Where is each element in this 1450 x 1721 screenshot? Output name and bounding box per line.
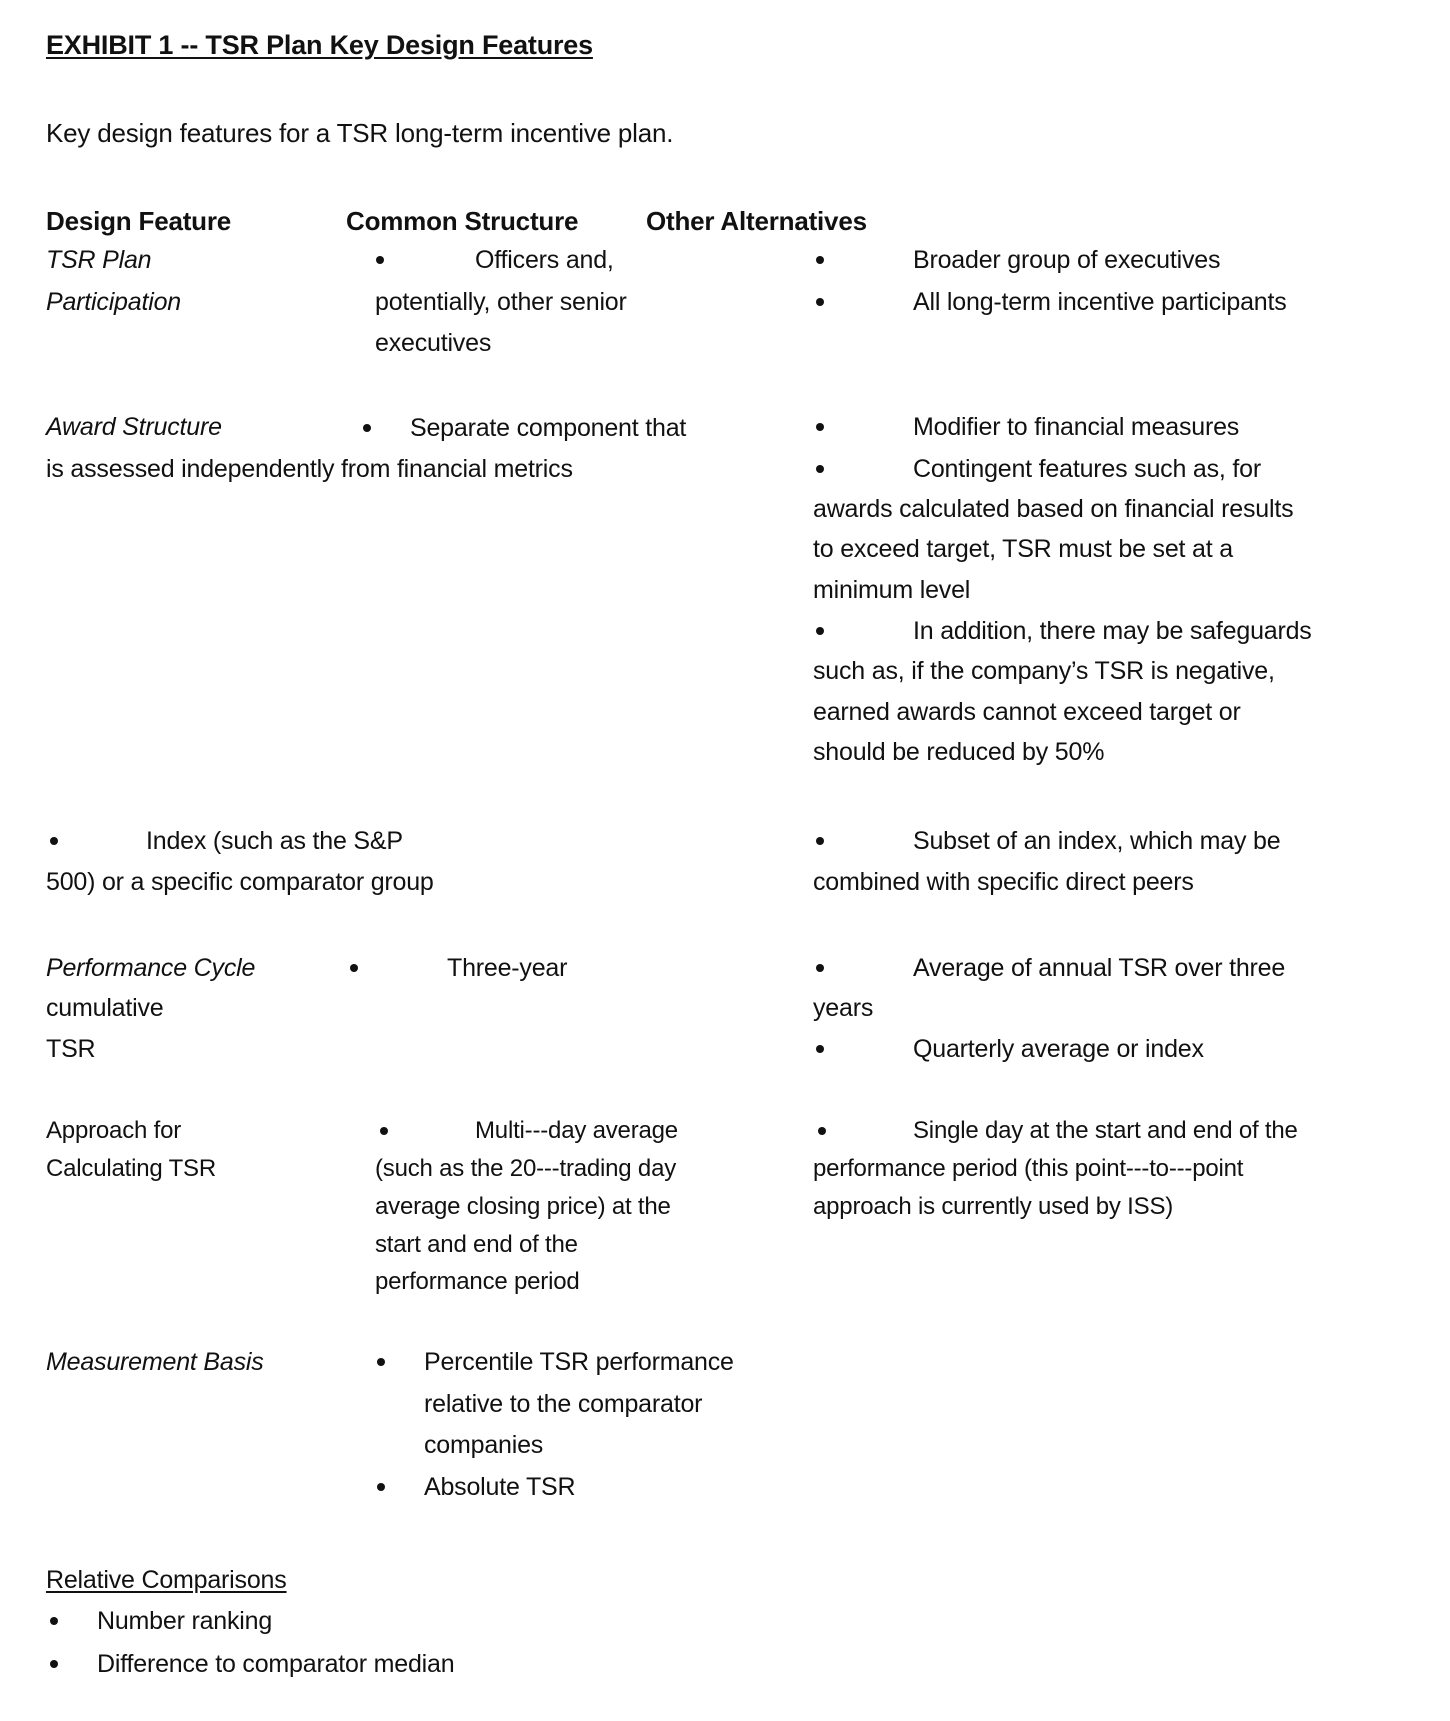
- bullet-icon: [816, 837, 824, 845]
- common-text: TSR: [46, 1035, 96, 1063]
- feature-label: Participation: [46, 288, 181, 316]
- common-text: Absolute TSR: [424, 1473, 576, 1501]
- common-text: executives: [375, 329, 492, 357]
- alternative-text: such as, if the company’s TSR is negative,: [813, 657, 1275, 685]
- alternative-text: awards calculated based on financial results: [813, 495, 1294, 523]
- intro-text: Key design features for a TSR long-term incentive plan.: [46, 118, 674, 148]
- alternative-text: approach is currently used by ISS): [813, 1193, 1174, 1220]
- bullet-icon: [50, 1660, 58, 1668]
- feature-label: Measurement Basis: [46, 1348, 264, 1376]
- alternative-text: should be reduced by 50%: [813, 738, 1105, 766]
- bullet-icon: [363, 424, 371, 432]
- alternative-text: combined with specific direct peers: [813, 868, 1194, 896]
- common-text: 500) or a specific comparator group: [46, 868, 434, 896]
- common-text: Percentile TSR performance: [424, 1348, 734, 1376]
- bullet-icon: [50, 1617, 58, 1625]
- alternative-text: to exceed target, TSR must be set at a: [813, 535, 1233, 563]
- common-text: (such as the 20---trading day: [375, 1155, 677, 1182]
- alternative-text: Subset of an index, which may be: [913, 827, 1281, 855]
- feature-label: TSR Plan: [46, 246, 152, 274]
- feature-label: Approach for: [46, 1117, 182, 1144]
- bullet-icon: [816, 1045, 824, 1053]
- list-item: Difference to comparator median: [97, 1650, 455, 1678]
- bullet-icon: [50, 837, 58, 845]
- alternative-text: All long-term incentive participants: [913, 288, 1287, 316]
- common-text: Multi---day average: [475, 1117, 678, 1144]
- list-item: Number ranking: [97, 1607, 273, 1635]
- section-heading: Relative Comparisons: [46, 1566, 287, 1594]
- common-text: Index (such as the S&P: [146, 827, 403, 855]
- alternative-text: Broader group of executives: [913, 246, 1221, 274]
- alternative-text: In addition, there may be safeguards: [913, 617, 1312, 645]
- alternative-text: years: [813, 994, 874, 1022]
- common-text: average closing price) at the: [375, 1193, 671, 1220]
- common-text: companies: [424, 1431, 544, 1459]
- bullet-icon: [380, 1127, 388, 1135]
- bullet-icon: [816, 298, 824, 306]
- alternative-text: Average of annual TSR over three: [913, 954, 1286, 982]
- common-text: potentially, other senior: [375, 288, 627, 316]
- alternative-text: Modifier to financial measures: [913, 413, 1240, 441]
- alternative-text: Single day at the start and end of the: [913, 1117, 1298, 1144]
- bullet-icon: [377, 1483, 385, 1491]
- alternative-text: Contingent features such as, for: [913, 455, 1261, 483]
- bullet-icon: [816, 465, 824, 473]
- header-design-feature: Design Feature: [46, 206, 232, 236]
- alternative-text: minimum level: [813, 576, 971, 604]
- alternative-text: performance period (this point---to---point: [813, 1155, 1244, 1182]
- page-title: EXHIBIT 1 -- TSR Plan Key Design Features: [46, 30, 593, 60]
- common-text: Separate component that: [410, 414, 687, 442]
- bullet-icon: [816, 964, 824, 972]
- alternative-text: earned awards cannot exceed target or: [813, 698, 1241, 726]
- common-text: performance period: [375, 1268, 580, 1295]
- feature-label: Calculating TSR: [46, 1155, 216, 1182]
- feature-label: Performance Cycle: [46, 954, 256, 982]
- header-other-alternatives: Other Alternatives: [646, 206, 867, 236]
- bullet-icon: [350, 964, 358, 972]
- bullet-icon: [376, 256, 384, 264]
- header-common-structure: Common Structure: [346, 206, 579, 236]
- common-text: start and end of the: [375, 1231, 578, 1258]
- common-text: Officers and,: [475, 246, 614, 274]
- feature-label: Award Structure: [46, 413, 222, 441]
- common-text: cumulative: [46, 994, 164, 1022]
- bullet-icon: [816, 256, 824, 264]
- alternative-text: Quarterly average or index: [913, 1035, 1204, 1063]
- bullet-icon: [377, 1358, 385, 1366]
- bullet-icon: [816, 627, 824, 635]
- bullet-icon: [818, 1127, 826, 1135]
- common-text: is assessed independently from financial metrics: [46, 455, 573, 483]
- bullet-icon: [816, 423, 824, 431]
- common-text: Three-year: [447, 954, 568, 982]
- common-text: relative to the comparator: [424, 1390, 703, 1418]
